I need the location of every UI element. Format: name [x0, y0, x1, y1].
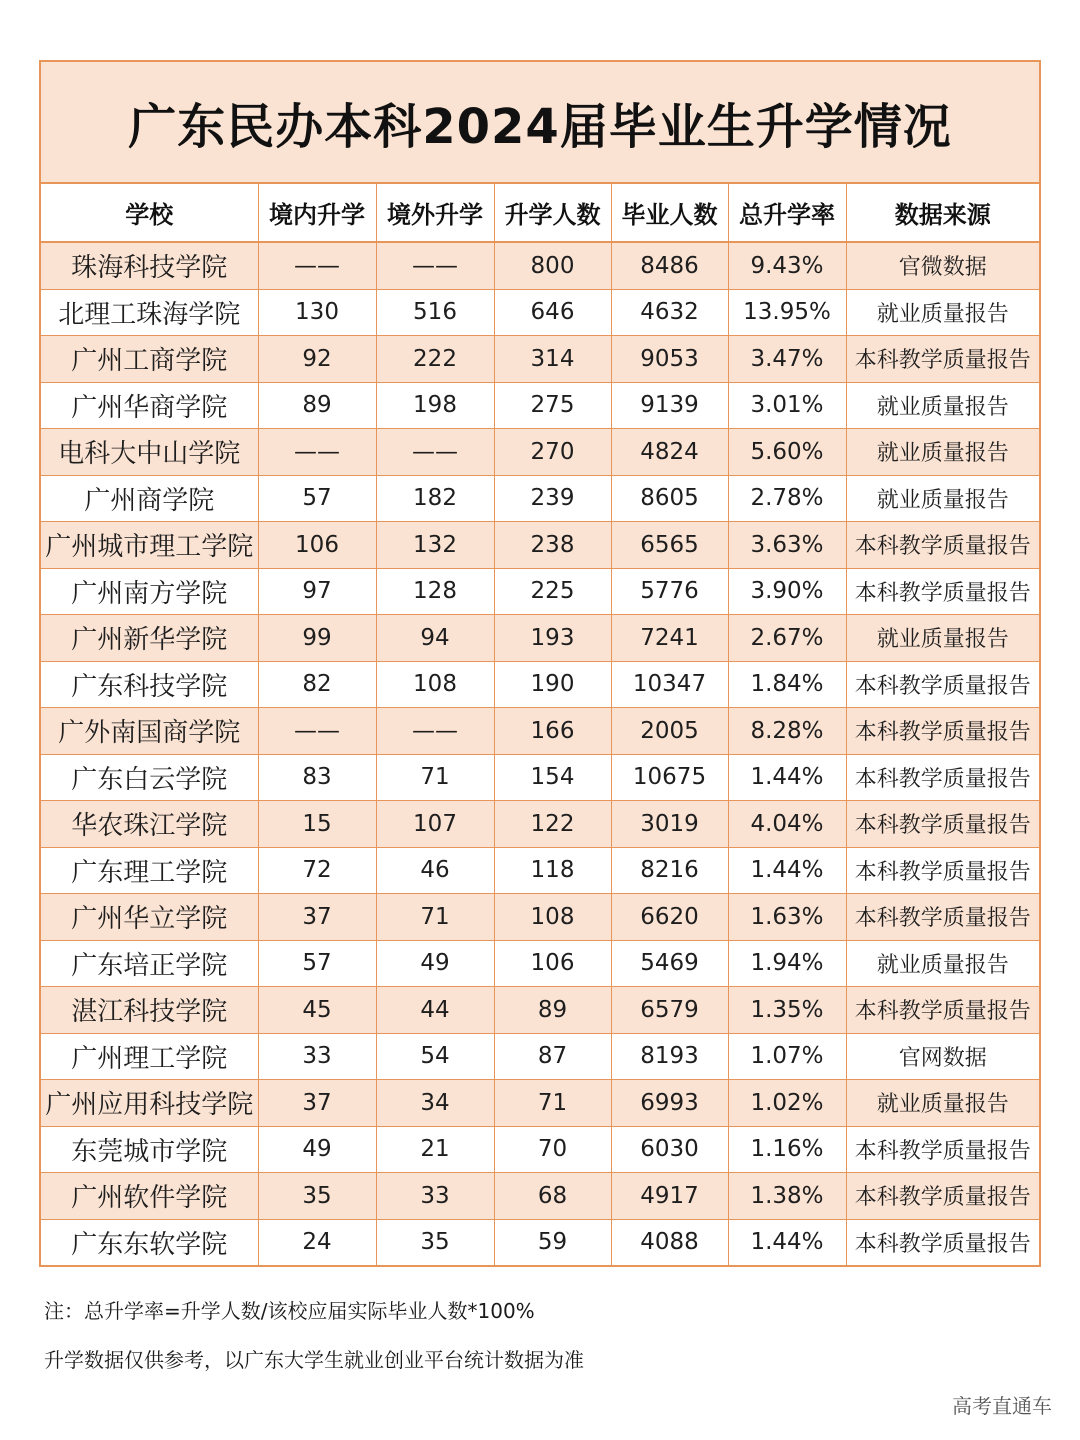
school-cell: 广州工商学院 [41, 336, 258, 383]
source-cell: 本科教学质量报告 [846, 1126, 1039, 1173]
source-cell: 本科教学质量报告 [846, 708, 1039, 755]
rate-cell: 9.43% [728, 242, 846, 289]
school-cell: 广州理工学院 [41, 1033, 258, 1080]
domestic-cell: 45 [258, 987, 376, 1034]
rate-cell: 1.94% [728, 940, 846, 987]
total-admitted-cell: 89 [494, 987, 611, 1034]
overseas-cell: 516 [376, 289, 494, 336]
domestic-cell: 33 [258, 1033, 376, 1080]
overseas-cell: 94 [376, 615, 494, 662]
overseas-cell: 198 [376, 382, 494, 429]
school-cell: 广东东软学院 [41, 1219, 258, 1265]
total-admitted-cell: 166 [494, 708, 611, 755]
rate-cell: 5.60% [728, 429, 846, 476]
table-row [41, 242, 1039, 289]
table-row [41, 801, 1039, 848]
overseas-cell: 33 [376, 1173, 494, 1220]
overseas-cell: 132 [376, 522, 494, 569]
school-cell: 广东培正学院 [41, 940, 258, 987]
source-cell: 官网数据 [846, 1033, 1039, 1080]
total-admitted-cell: 59 [494, 1219, 611, 1265]
rate-cell: 13.95% [728, 289, 846, 336]
total-admitted-cell: 71 [494, 1080, 611, 1127]
rate-cell: 1.16% [728, 1126, 846, 1173]
graduates-cell: 6579 [611, 987, 728, 1034]
table-row [41, 429, 1039, 476]
rate-cell: 2.78% [728, 475, 846, 522]
overseas-cell: 107 [376, 801, 494, 848]
overseas-cell: 71 [376, 754, 494, 801]
school-cell: 华农珠江学院 [41, 801, 258, 848]
column-header-source: 数据来源 [846, 184, 1039, 242]
graduates-cell: 9139 [611, 382, 728, 429]
overseas-cell: 71 [376, 894, 494, 941]
school-cell: 广州商学院 [41, 475, 258, 522]
source-cell: 官微数据 [846, 242, 1039, 289]
table-row [41, 289, 1039, 336]
overseas-cell: 21 [376, 1126, 494, 1173]
table-row [41, 1219, 1039, 1265]
rate-cell: 3.01% [728, 382, 846, 429]
source-cell: 本科教学质量报告 [846, 894, 1039, 941]
domestic-cell: 49 [258, 1126, 376, 1173]
table-row [41, 615, 1039, 662]
data-sheet [39, 60, 1041, 1267]
table-row [41, 940, 1039, 987]
table-row [41, 987, 1039, 1034]
school-cell: 东莞城市学院 [41, 1126, 258, 1173]
column-header-total-admitted: 升学人数 [494, 184, 611, 242]
overseas-cell: 46 [376, 847, 494, 894]
domestic-cell: 24 [258, 1219, 376, 1265]
disclaimer-note: 升学数据仅供参考，以广东大学生就业创业平台统计数据为准 [44, 1348, 584, 1372]
domestic-cell: 83 [258, 754, 376, 801]
overseas-cell: 35 [376, 1219, 494, 1265]
domestic-cell: 92 [258, 336, 376, 383]
source-cell: 本科教学质量报告 [846, 336, 1039, 383]
domestic-cell: 57 [258, 475, 376, 522]
domestic-cell: 99 [258, 615, 376, 662]
graduates-cell: 8486 [611, 242, 728, 289]
school-cell: 广州城市理工学院 [41, 522, 258, 569]
domestic-cell: 72 [258, 847, 376, 894]
table-row [41, 1173, 1039, 1220]
total-admitted-cell: 193 [494, 615, 611, 662]
graduates-cell: 2005 [611, 708, 728, 755]
graduates-cell: 5776 [611, 568, 728, 615]
domestic-cell: 97 [258, 568, 376, 615]
total-admitted-cell: 122 [494, 801, 611, 848]
total-admitted-cell: 154 [494, 754, 611, 801]
source-cell: 就业质量报告 [846, 289, 1039, 336]
domestic-cell: 35 [258, 1173, 376, 1220]
column-header-graduates: 毕业人数 [611, 184, 728, 242]
graduates-cell: 6993 [611, 1080, 728, 1127]
domestic-cell: 57 [258, 940, 376, 987]
total-admitted-cell: 238 [494, 522, 611, 569]
domestic-cell: 106 [258, 522, 376, 569]
rate-cell: 4.04% [728, 801, 846, 848]
total-admitted-cell: 225 [494, 568, 611, 615]
table-body [41, 242, 1039, 1265]
school-cell: 电科大中山学院 [41, 429, 258, 476]
rate-cell: 1.84% [728, 661, 846, 708]
school-cell: 广东白云学院 [41, 754, 258, 801]
graduates-cell: 9053 [611, 336, 728, 383]
rate-cell: 1.63% [728, 894, 846, 941]
rate-cell: 1.07% [728, 1033, 846, 1080]
source-cell: 本科教学质量报告 [846, 661, 1039, 708]
domestic-cell: 37 [258, 894, 376, 941]
column-header-school: 学校 [41, 184, 258, 242]
total-admitted-cell: 270 [494, 429, 611, 476]
school-cell: 北理工珠海学院 [41, 289, 258, 336]
total-admitted-cell: 118 [494, 847, 611, 894]
page-title: 广东民办本科2024届毕业生升学情况 [41, 62, 1039, 184]
school-cell: 广州新华学院 [41, 615, 258, 662]
source-cell: 就业质量报告 [846, 429, 1039, 476]
admission-table [41, 184, 1039, 1265]
total-admitted-cell: 108 [494, 894, 611, 941]
overseas-cell: —— [376, 708, 494, 755]
overseas-cell: 128 [376, 568, 494, 615]
domestic-cell: —— [258, 429, 376, 476]
total-admitted-cell: 239 [494, 475, 611, 522]
table-row [41, 522, 1039, 569]
graduates-cell: 6620 [611, 894, 728, 941]
domestic-cell: 82 [258, 661, 376, 708]
table-row [41, 1080, 1039, 1127]
rate-cell: 1.35% [728, 987, 846, 1034]
rate-cell: 2.67% [728, 615, 846, 662]
table-row [41, 847, 1039, 894]
overseas-cell: 49 [376, 940, 494, 987]
domestic-cell: 89 [258, 382, 376, 429]
source-cell: 本科教学质量报告 [846, 1219, 1039, 1265]
school-cell: 广州南方学院 [41, 568, 258, 615]
graduates-cell: 8216 [611, 847, 728, 894]
graduates-cell: 10347 [611, 661, 728, 708]
graduates-cell: 5469 [611, 940, 728, 987]
rate-cell: 1.44% [728, 754, 846, 801]
source-cell: 本科教学质量报告 [846, 754, 1039, 801]
source-cell: 就业质量报告 [846, 940, 1039, 987]
total-admitted-cell: 70 [494, 1126, 611, 1173]
graduates-cell: 10675 [611, 754, 728, 801]
graduates-cell: 8605 [611, 475, 728, 522]
total-admitted-cell: 87 [494, 1033, 611, 1080]
overseas-cell: —— [376, 429, 494, 476]
overseas-cell: 182 [376, 475, 494, 522]
source-cell: 本科教学质量报告 [846, 847, 1039, 894]
watermark: 高考直通车 [952, 1394, 1052, 1418]
domestic-cell: 130 [258, 289, 376, 336]
school-cell: 珠海科技学院 [41, 242, 258, 289]
table-row [41, 661, 1039, 708]
school-cell: 广州软件学院 [41, 1173, 258, 1220]
total-admitted-cell: 646 [494, 289, 611, 336]
table-row [41, 708, 1039, 755]
header-row [41, 184, 1039, 242]
overseas-cell: 54 [376, 1033, 494, 1080]
school-cell: 广东科技学院 [41, 661, 258, 708]
rate-cell: 1.44% [728, 847, 846, 894]
school-cell: 湛江科技学院 [41, 987, 258, 1034]
total-admitted-cell: 314 [494, 336, 611, 383]
domestic-cell: 15 [258, 801, 376, 848]
graduates-cell: 7241 [611, 615, 728, 662]
table-row [41, 754, 1039, 801]
overseas-cell: 222 [376, 336, 494, 383]
school-cell: 广州应用科技学院 [41, 1080, 258, 1127]
graduates-cell: 4824 [611, 429, 728, 476]
rate-cell: 1.02% [728, 1080, 846, 1127]
source-cell: 本科教学质量报告 [846, 1173, 1039, 1220]
graduates-cell: 6565 [611, 522, 728, 569]
source-cell: 就业质量报告 [846, 475, 1039, 522]
total-admitted-cell: 68 [494, 1173, 611, 1220]
total-admitted-cell: 800 [494, 242, 611, 289]
table-row [41, 894, 1039, 941]
column-header-overseas: 境外升学 [376, 184, 494, 242]
table-row [41, 475, 1039, 522]
rate-cell: 8.28% [728, 708, 846, 755]
source-cell: 就业质量报告 [846, 1080, 1039, 1127]
column-header-domestic: 境内升学 [258, 184, 376, 242]
graduates-cell: 4632 [611, 289, 728, 336]
school-cell: 广东理工学院 [41, 847, 258, 894]
table-row [41, 1126, 1039, 1173]
rate-cell: 3.90% [728, 568, 846, 615]
table-row [41, 382, 1039, 429]
overseas-cell: 44 [376, 987, 494, 1034]
overseas-cell: —— [376, 242, 494, 289]
rate-cell: 1.38% [728, 1173, 846, 1220]
total-admitted-cell: 190 [494, 661, 611, 708]
overseas-cell: 34 [376, 1080, 494, 1127]
column-header-rate: 总升学率 [728, 184, 846, 242]
school-cell: 广州华商学院 [41, 382, 258, 429]
table-row [41, 1033, 1039, 1080]
domestic-cell: 37 [258, 1080, 376, 1127]
school-cell: 广外南国商学院 [41, 708, 258, 755]
graduates-cell: 6030 [611, 1126, 728, 1173]
domestic-cell: —— [258, 242, 376, 289]
graduates-cell: 4088 [611, 1219, 728, 1265]
graduates-cell: 4917 [611, 1173, 728, 1220]
source-cell: 本科教学质量报告 [846, 522, 1039, 569]
overseas-cell: 108 [376, 661, 494, 708]
source-cell: 本科教学质量报告 [846, 801, 1039, 848]
table-row [41, 568, 1039, 615]
source-cell: 本科教学质量报告 [846, 568, 1039, 615]
rate-cell: 1.44% [728, 1219, 846, 1265]
rate-cell: 3.47% [728, 336, 846, 383]
total-admitted-cell: 106 [494, 940, 611, 987]
rate-cell: 3.63% [728, 522, 846, 569]
source-cell: 就业质量报告 [846, 382, 1039, 429]
graduates-cell: 8193 [611, 1033, 728, 1080]
domestic-cell: —— [258, 708, 376, 755]
source-cell: 本科教学质量报告 [846, 987, 1039, 1034]
table-row [41, 336, 1039, 383]
total-admitted-cell: 275 [494, 382, 611, 429]
graduates-cell: 3019 [611, 801, 728, 848]
source-cell: 就业质量报告 [846, 615, 1039, 662]
formula-note: 注：总升学率=升学人数/该校应届实际毕业人数*100% [44, 1299, 535, 1323]
school-cell: 广州华立学院 [41, 894, 258, 941]
